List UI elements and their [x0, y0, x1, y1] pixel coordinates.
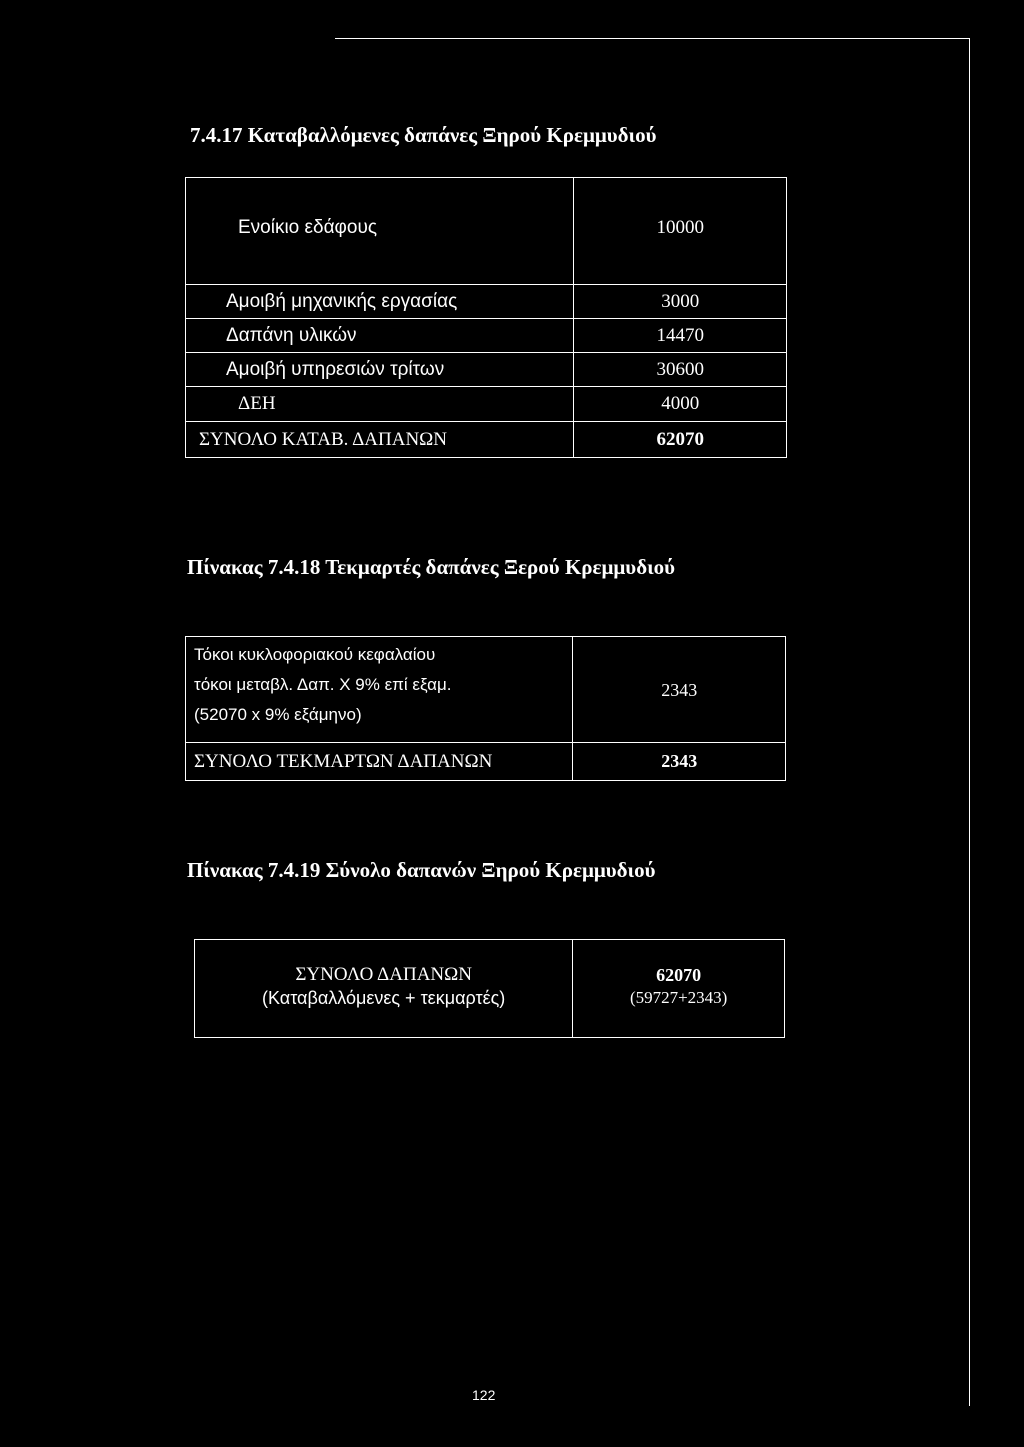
grand-total-label: ΣΥΝΟΛΟ ΔΑΠΑΝΩΝ: [295, 964, 472, 985]
table-row: [186, 285, 787, 319]
row-value: 3000: [574, 285, 787, 319]
total-label: ΣΥΝΟΛΟ ΚΑΤΑΒ. ΔΑΠΑΝΩΝ: [186, 422, 574, 458]
table-7-4-18-title: Πίνακας 7.4.18 Τεκμαρτές δαπάνες Ξερού Κρεμμυδιού: [187, 555, 676, 579]
table-row: [195, 940, 785, 1038]
interest-line-1: Τόκοι κυκλοφοριακού κεφαλαίου: [194, 645, 436, 664]
table-row: [186, 353, 787, 387]
interest-line-3: (52070 x 9% εξάμηνο): [194, 705, 362, 724]
total-row: [186, 743, 786, 781]
interest-cell: [186, 637, 573, 743]
table-row: [186, 387, 787, 422]
total-value-cell: [573, 940, 785, 1038]
row-value: 2343: [573, 637, 786, 743]
grand-total-breakdown: (59727+2343): [629, 988, 728, 1007]
row-label: Αμοιβή μηχανικής εργασίας: [186, 285, 574, 319]
row-value: 10000: [574, 178, 787, 285]
imputed-expenses-table: [185, 636, 786, 781]
total-expenses-table: [194, 939, 785, 1038]
interest-line-2: τόκοι μεταβλ. Δαπ. Χ 9% επί εξαμ.: [194, 675, 452, 694]
grand-total-value: 62070: [656, 965, 702, 985]
top-border-line: [335, 38, 970, 39]
paid-expenses-table: [185, 177, 787, 458]
table-7-4-17-title: 7.4.17 Καταβαλλόμενες δαπάνες Ξηρού Κρεμμυδιού: [190, 123, 657, 147]
table-row: [186, 178, 787, 285]
total-value: 62070: [574, 422, 787, 458]
row-label: Αμοιβή υπηρεσιών τρίτων: [186, 353, 574, 387]
right-border-line: [969, 38, 970, 1406]
total-row: [186, 422, 787, 458]
row-label: ΔΕΗ: [186, 387, 574, 422]
table-row: [186, 637, 786, 743]
row-value: 30600: [574, 353, 787, 387]
total-label: ΣΥΝΟΛΟ ΤΕΚΜΑΡΤΩΝ ΔΑΠΑΝΩΝ: [186, 743, 573, 781]
table-7-4-19-title: Πίνακας 7.4.19 Σύνολο δαπανών Ξηρού Κρεμμυδιού: [187, 858, 656, 882]
row-value: 14470: [574, 319, 787, 353]
table-row: [186, 319, 787, 353]
row-value: 4000: [574, 387, 787, 422]
total-label-cell: [195, 940, 573, 1038]
row-label: Δαπάνη υλικών: [186, 319, 574, 353]
row-label: Ενοίκιο εδάφους: [186, 178, 574, 285]
grand-total-sublabel: (Καταβαλλόμενες + τεκμαρτές): [262, 988, 506, 1008]
page-number: 122: [472, 1387, 496, 1403]
total-value: 2343: [573, 743, 786, 781]
